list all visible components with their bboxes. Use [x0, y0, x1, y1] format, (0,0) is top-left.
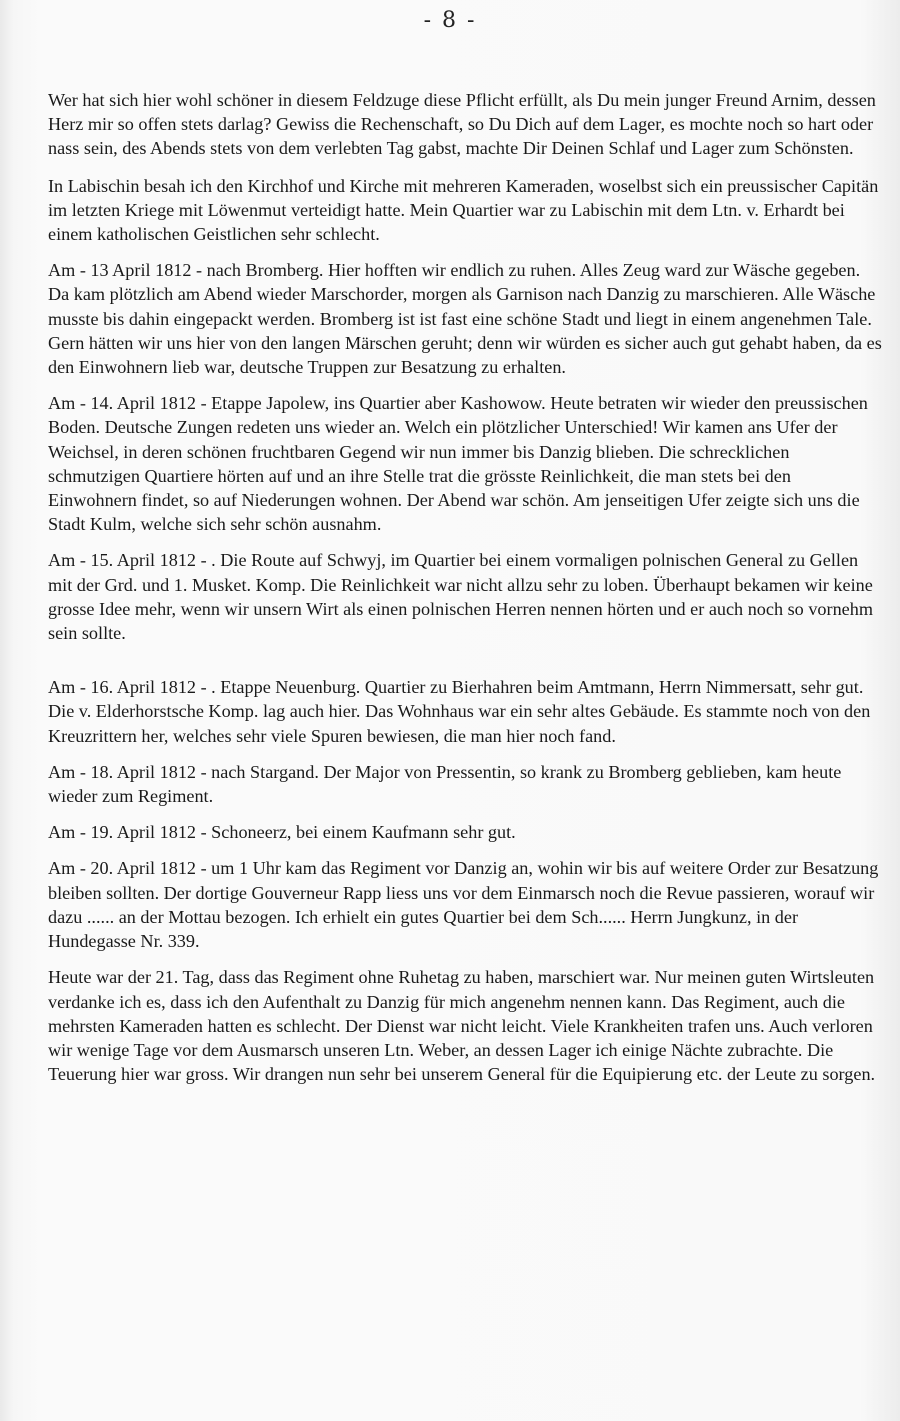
paragraph-april-20: Am - 20. April 1812 - um 1 Uhr kam das Regiment vor Danzig an, wohin wir bis auf weitere Order zur Besatzung bleiben sollten. Der dortige Gouverneur Rapp liess uns vor dem Einmarsch noch die Revue passieren, worauf wir dazu ...... an der Mottau bezogen. Ich erhielt ein gutes Quartier bei dem Sch...... Herrn Jungkunz, in der Hundegasse Nr. 339. — [48, 858, 879, 952]
page-number: - 8 - — [423, 8, 477, 33]
paragraph-april-15: Am - 15. April 1812 - . Die Route auf Schwyj, im Quartier bei einem vormaligen polnischen General zu Gellen mit der Grd. und 1. Musket. Komp. Die Reinlichkeit war nicht allzu sehr zu loben. Überhaupt bekamen wir keine grosse Idee mehr, wenn wir unsern Wirt als einen polnischen Herren nennen hörten und er auch noch so vornehm sein sollte. — [48, 550, 873, 644]
paragraph-april-16: Am - 16. April 1812 - . Etappe Neuenburg. Quartier zu Bierhahren beim Amtmann, Herrn Nimmersatt, sehr gut. Die v. Elderhorstsche Komp. lag auch hier. Das Wohnhaus war ein sehr altes Gebäude. Es stammte noch von den Kreuzrittern her, welches sehr viele Spuren bewiesen, die man hier noch fand. — [48, 677, 871, 746]
paragraph-april-14: Am - 14. April 1812 - Etappe Japolew, ins Quartier aber Kashowow. Heute betraten wir wieder den preussischen Boden. Deutsche Zungen redeten uns wieder an. Welch ein plötzlicher Unterschied! Wir kamen ans Ufer der Weichsel, in deren schönen fruchtbaren Gegend wir nun immer bis Danzig blieben. Die schrecklichen schmutzigen Quartiere hörten auf und an ihre Stelle trat die grösste Reinlichkeit, die man stets bei den Einwohnern findet, so auf Niederungen wohnen. Der Abend war schön. Am jenseitigen Ufer zeigte sich uns die Stadt Kulm, welche sich sehr schön ausnahm. — [48, 393, 868, 535]
paragraph-april-18: Am - 18. April 1812 - nach Stargand. Der Major von Pressentin, so krank zu Bromberg geblieben, kam heute wieder zum Regiment. — [48, 761, 842, 807]
paragraph-april-19: Am - 19. April 1812 - Schoneerz, bei einem Kaufmann sehr gut. — [48, 822, 516, 843]
paragraph-arnim: Wer hat sich hier wohl schöner in diesem Feldzuge diese Pflicht erfüllt, als Du mein junger Freund Arnim, dessen Herz mir so offen stets darlag? Gewiss die Rechenschaft, so Du Dich auf dem Lager, es mochte noch so hart oder nass sein, des Abends stets von dem verlebten Tag gabst, machte Dir Deinen Schlaf und Lager zum Schönsten. — [48, 90, 876, 159]
paragraph-day-21: Heute war der 21. Tag, dass das Regiment ohne Ruhetag zu haben, marschiert war. Nur meinen guten Wirtsleuten verdanke ich es, dass ich den Aufenthalt zu Danzig für mich angenehm nennen kann. Das Regiment, auch die mehrsten Kameraden hatten es schlecht. Der Dienst war nicht leicht. Viele Krankheiten trafen uns. Auch verloren wir wenige Tage vor dem Ausmarsch unseren Ltn. Weber, an dessen Lager ich einige Nächte zubrachte. Die Teuerung hier war gross. Wir drangen nun sehr bei unserem General für die Equipierung etc. der Leute zu sorgen. — [48, 967, 876, 1085]
paragraph-april-13: Am - 13 April 1812 - nach Bromberg. Hier hofften wir endlich zu ruhen. Alles Zeug ward zur Wäsche gegeben. Da kam plötzlich am Abend wieder Marschorder, morgen als Garnison nach Danzig zu marschieren. Alle Wäsche musste bis dahin eingepackt werden. Bromberg ist ist fast eine schöne Stadt und liegt in einem angenehmen Tale. Gern hätten wir uns hier von den langen Märschen geruht; denn wir würden es sicher auch gut gehabt haben, da es den Einwohnern lieb war, deutsche Truppen zur Besatzung zu erhalten. — [48, 260, 882, 378]
document-body — [48, 88, 884, 1086]
paragraph-labischin: In Labischin besah ich den Kirchhof und Kirche mit mehreren Kameraden, woselbst sich ein preussischer Capitän im letzten Kriege mit Löwenmut verteidigt hatte. Mein Quartier war zu Labischin mit dem Ltn. v. Erhardt bei einem katholischen Geistlichen sehr schlecht. — [48, 175, 879, 245]
